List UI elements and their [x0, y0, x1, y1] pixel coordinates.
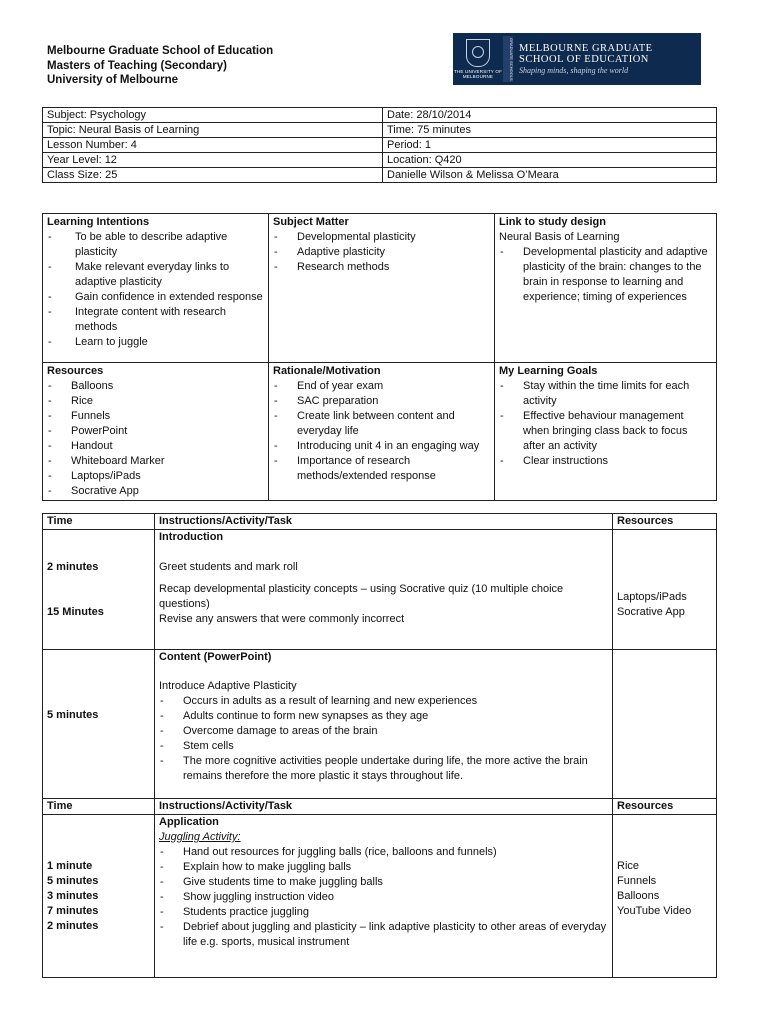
table-row [43, 138, 717, 153]
list-item: - Socrative App [47, 484, 264, 499]
time-cell: Time: 75 minutes [383, 123, 717, 138]
application-list [159, 845, 608, 950]
resource-item: Laptops/iPads [617, 591, 687, 603]
application-resources-cell [613, 815, 717, 978]
time-value: 5 minutes [47, 875, 99, 887]
shield-icon [466, 39, 490, 67]
list-item: - Handout [47, 439, 264, 454]
resource-item: Socrative App [617, 606, 685, 618]
list-item: - Introducing unit 4 in an engaging way [273, 439, 490, 454]
logo-uni-line: MELBOURNE [462, 74, 494, 79]
section-title: Introduction [159, 531, 224, 543]
time-value: 3 minutes [47, 890, 99, 902]
school-header [47, 44, 273, 88]
logo-uni-line: THE UNIVERSITY OF [453, 69, 503, 74]
list-item: - Show juggling instruction video [159, 890, 608, 905]
table-header-row [43, 514, 717, 530]
list-item: - Overcome damage to areas of the brain [159, 724, 608, 739]
lesson-number-cell: Lesson Number: 4 [43, 138, 383, 153]
list-item: - Stay within the time limits for each activity [499, 379, 712, 409]
list-item: - Create link between content and everyday life [273, 409, 490, 439]
table-row [43, 108, 717, 123]
time-value: 15 Minutes [47, 606, 104, 618]
lesson-info-table [42, 107, 717, 183]
learning-goals-cell [495, 363, 717, 501]
table-row [43, 815, 717, 978]
list-item: - Developmental plasticity and adaptive plasticity of the brain: changes to the brain in response to learning and experience; timing of experiences [499, 245, 712, 305]
section-title: Subject Matter [273, 216, 349, 228]
list-item: - Adults continue to form new synapses as they age [159, 709, 608, 724]
list-item: - Hand out resources for juggling balls (rice, balloons and funnels) [159, 845, 608, 860]
list-item: - Debrief about juggling and plasticity – link adaptive plasticity to other areas of everyday life e.g. sports, musical instrument [159, 920, 608, 950]
content-task-cell [155, 650, 613, 799]
section-title: Link to study design [499, 216, 606, 228]
list-item: - Developmental plasticity [273, 230, 490, 245]
rationale-cell [269, 363, 495, 501]
task-subtitle: Introduce Adaptive Plasticity [159, 680, 297, 692]
resources-cell [43, 363, 269, 501]
study-design-list [499, 245, 712, 305]
logo-tagline: Shaping minds, shaping the world [519, 65, 629, 75]
task-header: Instructions/Activity/Task [155, 514, 613, 530]
intro-task-cell [155, 530, 613, 650]
time-value: 1 minute [47, 860, 93, 872]
list-item: - Effective behaviour management when bringing class back to focus after an activity [499, 409, 712, 454]
table-header-row [43, 799, 717, 815]
list-item: - Learn to juggle [47, 335, 264, 350]
list-item: - Gain confidence in extended response [47, 290, 264, 305]
study-design-subtitle: Neural Basis of Learning [499, 231, 620, 243]
section-title: Application [159, 816, 219, 828]
activity-table [42, 513, 717, 978]
year-level-cell: Year Level: 12 [43, 153, 383, 168]
list-item: - Importance of research methods/extended response [273, 454, 490, 484]
table-row [43, 363, 717, 501]
logo-vertical-label: GRADUATE SCHOOLS [503, 36, 513, 82]
topic-cell: Topic: Neural Basis of Learning [43, 123, 383, 138]
header-line: University of Melbourne [47, 74, 178, 86]
content-time-cell [43, 650, 155, 799]
task-line: Revise any answers that were commonly incorrect [159, 613, 405, 625]
application-task-cell [155, 815, 613, 978]
list-item: - Adaptive plasticity [273, 245, 490, 260]
list-item: - Stem cells [159, 739, 608, 754]
time-value: 2 minutes [47, 561, 99, 573]
subject-matter-list [273, 230, 490, 275]
subject-matter-cell [269, 214, 495, 363]
application-time-cell [43, 815, 155, 978]
section-title: Resources [47, 365, 104, 377]
content-resources-cell [613, 650, 717, 799]
resources-header: Resources [613, 514, 717, 530]
list-item: - Research methods [273, 260, 490, 275]
lesson-plan-table [42, 213, 717, 501]
list-item: - To be able to describe adaptive plasticity [47, 230, 264, 260]
logo-brand-line: SCHOOL OF EDUCATION [519, 53, 649, 65]
subject-cell: Subject: Psychology [43, 108, 383, 123]
intro-time-cell [43, 530, 155, 650]
mgse-logo [453, 33, 701, 85]
time-header: Time [43, 514, 155, 530]
time-header: Time [43, 799, 155, 815]
task-line: Recap developmental plasticity concepts – using Socrative quiz (10 multiple choice questions) [159, 583, 564, 610]
resources-header: Resources [613, 799, 717, 815]
task-line: Greet students and mark roll [159, 561, 298, 573]
class-size-cell: Class Size: 25 [43, 168, 383, 183]
list-item: - Give students time to make juggling balls [159, 875, 608, 890]
list-item: - PowerPoint [47, 424, 264, 439]
date-cell: Date: 28/10/2014 [383, 108, 717, 123]
learning-intentions-list [47, 230, 264, 350]
content-list [159, 694, 608, 784]
table-row [43, 530, 717, 650]
teachers-cell: Danielle Wilson & Melissa O’Meara [383, 168, 717, 183]
learning-intentions-cell [43, 214, 269, 363]
study-design-cell [495, 214, 717, 363]
university-crest [453, 33, 503, 85]
list-item: - The more cognitive activities people undertake during life, the more active the brain remains therefore the more plastic it stays throughout life. [159, 754, 608, 784]
header-line: Melbourne Graduate School of Education [47, 45, 274, 57]
list-item: - Balloons [47, 379, 264, 394]
logo-brand-line: MELBOURNE GRADUATE [519, 42, 653, 54]
task-subtitle: Juggling Activity: [159, 831, 241, 843]
list-item: - Funnels [47, 409, 264, 424]
time-value: 7 minutes [47, 905, 99, 917]
list-item: - Rice [47, 394, 264, 409]
table-row [43, 123, 717, 138]
table-row [43, 214, 717, 363]
list-item: - Students practice juggling [159, 905, 608, 920]
list-item: - Make relevant everyday links to adaptive plasticity [47, 260, 264, 290]
section-title: Learning Intentions [47, 216, 150, 228]
list-item: - Laptops/iPads [47, 469, 264, 484]
resources-list [47, 379, 264, 499]
header-line: Masters of Teaching (Secondary) [47, 59, 227, 72]
learning-goals-list [499, 379, 712, 469]
list-item: - End of year exam [273, 379, 490, 394]
resource-item: Funnels [617, 875, 657, 887]
period-cell: Period: 1 [383, 138, 717, 153]
list-item: - Whiteboard Marker [47, 454, 264, 469]
table-row [43, 168, 717, 183]
section-title: Content (PowerPoint) [159, 651, 272, 663]
section-title: My Learning Goals [499, 365, 598, 377]
resource-item: Rice [617, 860, 640, 872]
intro-resources-cell [613, 530, 717, 650]
rationale-list [273, 379, 490, 484]
list-item: - Integrate content with research methods [47, 305, 264, 335]
list-item: - Occurs in adults as a result of learning and new experiences [159, 694, 608, 709]
resource-item: Balloons [617, 890, 660, 902]
list-item: - Clear instructions [499, 454, 712, 469]
list-item: - SAC preparation [273, 394, 490, 409]
location-cell: Location: Q420 [383, 153, 717, 168]
table-row [43, 650, 717, 799]
task-header: Instructions/Activity/Task [155, 799, 613, 815]
list-item: - Explain how to make juggling balls [159, 860, 608, 875]
resource-item: YouTube Video [617, 905, 692, 917]
table-row [43, 153, 717, 168]
time-value: 5 minutes [47, 709, 99, 721]
section-title: Rationale/Motivation [273, 365, 381, 377]
time-value: 2 minutes [47, 920, 99, 932]
